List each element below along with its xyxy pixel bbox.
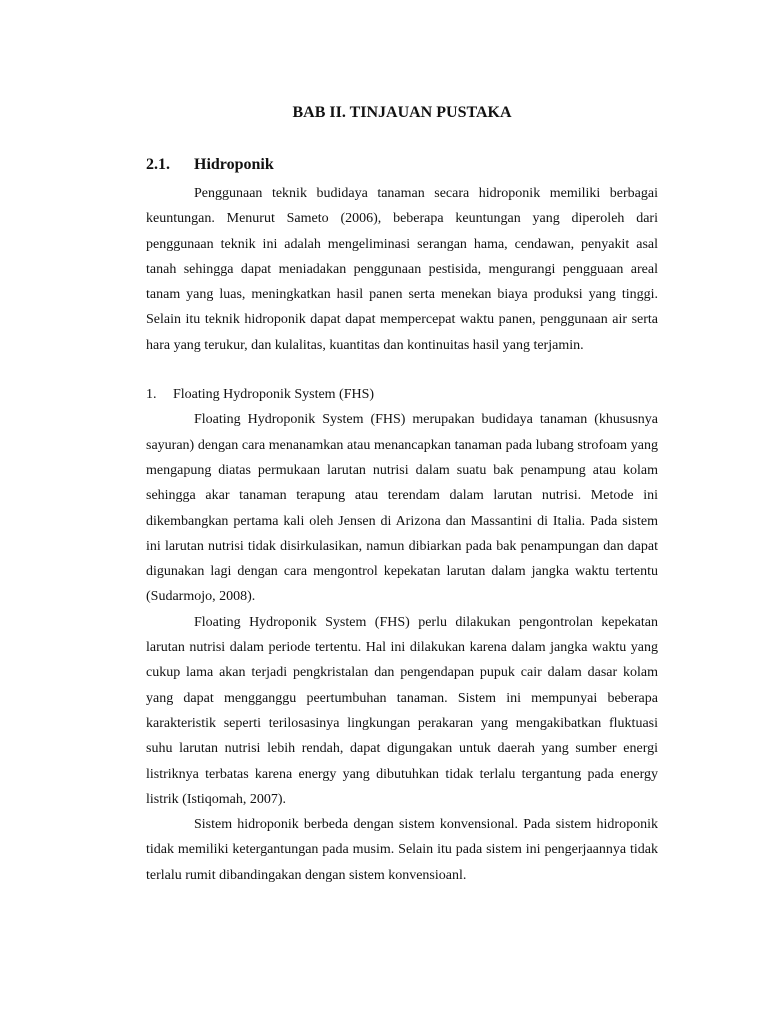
section-title: Hidroponik (194, 156, 274, 173)
section-heading (146, 153, 658, 177)
paragraph-2: Floating Hydroponik System (FHS) perlu dilakukan pengontrolan kepekatan larutan nutrisi dalam periode tertentu. Hal ini dilakukan karena dalam jangka waktu yang cukup lama akan terjadi pengkristalan dan pengendapan pupuk cair dalam dasar kolam yang dapat mengganggu peertumbuhan tanaman. Sistem ini mempunyai beberapa karakteristik seperti terilosasinya lingkungan perakaran yang mengakibatkan fluktuasi suhu larutan nutrisi lebih rendah, dapat digungakan untuk daerah yang sumber energi listriknya terbatas karena energy yang dibutuhkan tidak terlalu tergantung pada energy listrik (Istiqomah, 2007). (146, 614, 658, 807)
page-content (146, 101, 658, 888)
chapter-title: BAB II. TINJAUAN PUSTAKA (292, 104, 512, 121)
section-number: 2.1. (146, 156, 170, 173)
subsection-number: 1. (146, 387, 157, 403)
subsection-title: Floating Hydroponik System (FHS) (173, 387, 375, 403)
subsection-heading (146, 382, 658, 407)
section-paragraph: Penggunaan teknik budidaya tanaman secara hidroponik memiliki berbagai keuntungan. Menurut Sameto (2006), beberapa keuntungan yang diperoleh dari penggunaan teknik ini adalah mengeliminasi serangan hama, cendawan, penyakit asal tanah sehingga dapat meniadakan penggunaan pestisida, mengurangi pengguaan areal tanam yang luas, meningkatkan hasil panen serta menekan biaya produksi yang tinggi. Selain itu teknik hidroponik dapat dapat mempercepat waktu panen, penggunaan air serta hara yang terukur, dan kulalitas, kuantitas dan kontinuitas hasil yang terjamin. (146, 186, 658, 353)
paragraph-3: Sistem hidroponik berbeda dengan sistem konvensional. Pada sistem hidroponik tidak memiliki ketergantungan pada musim. Selain itu pada sistem ini pengerjaannya tidak terlalu rumit dibandingakan dengan sistem konvensioanl. (146, 817, 658, 883)
paragraph-1: Floating Hydroponik System (FHS) merupakan budidaya tanaman (khususnya sayuran) dengan cara menanamkan atau menancapkan tanaman pada lubang strofoam yang mengapung diatas permukaan larutan nutrisi dalam suatu bak penampung atau kolam sehingga akar tanaman terapung atau terendam dalam larutan nutrisi. Metode ini dikembangkan pertama kali oleh Jensen di Arizona dan Massantini di Italia. Pada sistem ini larutan nutrisi tidak disirkulasikan, namun dibiarkan pada bak penampungan dan dapat digunakan lagi dengan cara mengontrol kepekatan larutan dalam jangka waktu tertentu (Sudarmojo, 2008). (146, 412, 658, 605)
